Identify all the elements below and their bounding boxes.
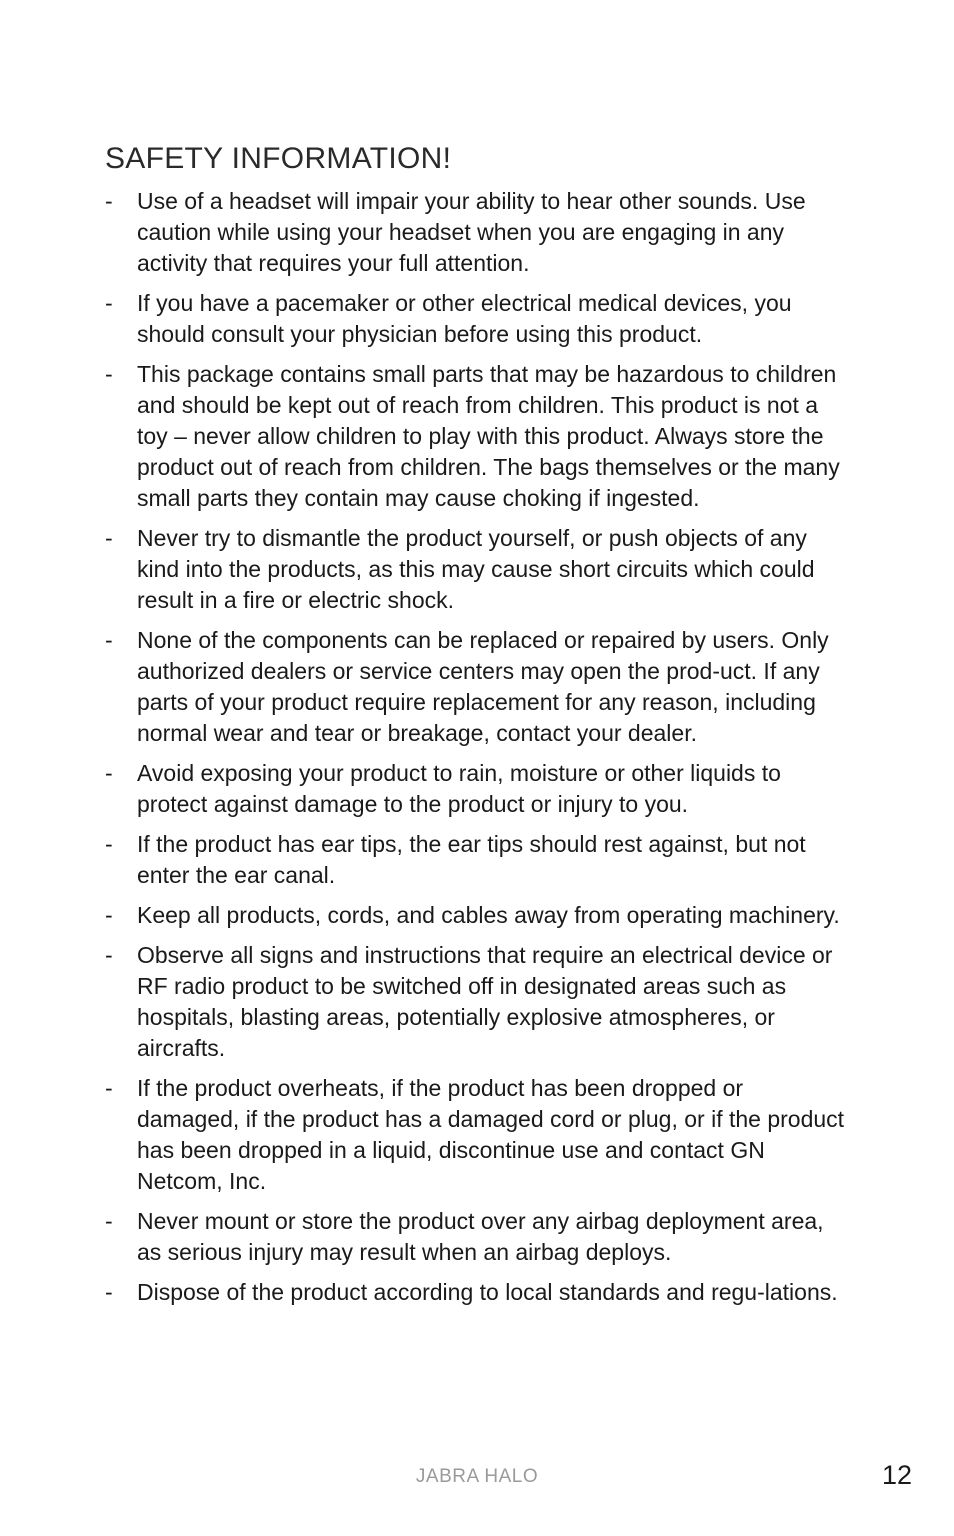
list-item-text: Dispose of the product according to local standards and regu-lations. (137, 1279, 838, 1305)
bullet-dash: - (105, 525, 113, 551)
list-item-text: Never try to dismantle the product yourself, or push objects of any kind into the products, as this may cause short circuits which could result in a fire or electric shock. (137, 525, 815, 613)
list-item (105, 758, 850, 820)
bullet-dash: - (105, 831, 113, 857)
list-item (105, 1277, 850, 1308)
list-item-text: This package contains small parts that may be hazardous to children and should be kept out of reach from children. This product is not a toy – never allow children to play with this product. Always store the product out of reach from children. The bags themselves or the many small parts they contain may cause choking if ingested. (137, 361, 840, 511)
list-item-text: If the product has ear tips, the ear tips should rest against, but not enter the ear canal. (137, 831, 806, 888)
list-item (105, 940, 850, 1064)
list-item (105, 288, 850, 350)
bullet-dash: - (105, 1208, 113, 1234)
footer-brand: JABRA HALO (415, 1466, 539, 1487)
list-item-text: If the product overheats, if the product has been dropped or damaged, if the product has a damaged cord or plug, or if the product has been dropped in a liquid, discontinue use and contact GN Netcom, Inc. (137, 1075, 845, 1194)
bullet-dash: - (105, 188, 113, 214)
bullet-dash: - (105, 361, 113, 387)
list-item-text: Avoid exposing your product to rain, moisture or other liquids to protect against damage to the product or injury to you. (137, 760, 781, 817)
list-item-text: Observe all signs and instructions that require an electrical device or RF radio product to be switched off in designated areas such as hospitals, blasting areas, potentially explosive atmospheres, or aircrafts. (137, 942, 833, 1061)
list-item (105, 523, 850, 616)
list-item-text: None of the components can be replaced or repaired by users. Only authorized dealers or service centers may open the prod-uct. If any parts of your product require replacement for any reason, including normal wear and tear or breakage, contact your dealer. (137, 627, 829, 746)
safety-list (105, 186, 850, 1317)
list-item (105, 900, 850, 931)
list-item (105, 359, 850, 514)
bullet-dash: - (105, 290, 113, 316)
list-item-text: Keep all products, cords, and cables away from operating machinery. (137, 902, 840, 928)
bullet-dash: - (105, 627, 113, 653)
list-item (105, 1206, 850, 1268)
bullet-dash: - (105, 902, 113, 928)
list-item (105, 1073, 850, 1197)
bullet-dash: - (105, 1075, 113, 1101)
list-item (105, 625, 850, 749)
list-item (105, 829, 850, 891)
list-item-text: Never mount or store the product over any airbag deployment area, as serious injury may result when an airbag deploys. (137, 1208, 824, 1265)
page-title: SAFETY INFORMATION! (105, 142, 452, 175)
bullet-dash: - (105, 760, 113, 786)
page-number: 12 (881, 1460, 912, 1490)
list-item (105, 186, 850, 279)
list-item-text: Use of a headset will impair your ability to hear other sounds. Use caution while using your headset when you are engaging in any activity that requires your full attention. (137, 188, 806, 276)
bullet-dash: - (105, 1279, 113, 1305)
bullet-dash: - (105, 942, 113, 968)
list-item-text: If you have a pacemaker or other electrical medical devices, you should consult your physician before using this product. (137, 290, 792, 347)
